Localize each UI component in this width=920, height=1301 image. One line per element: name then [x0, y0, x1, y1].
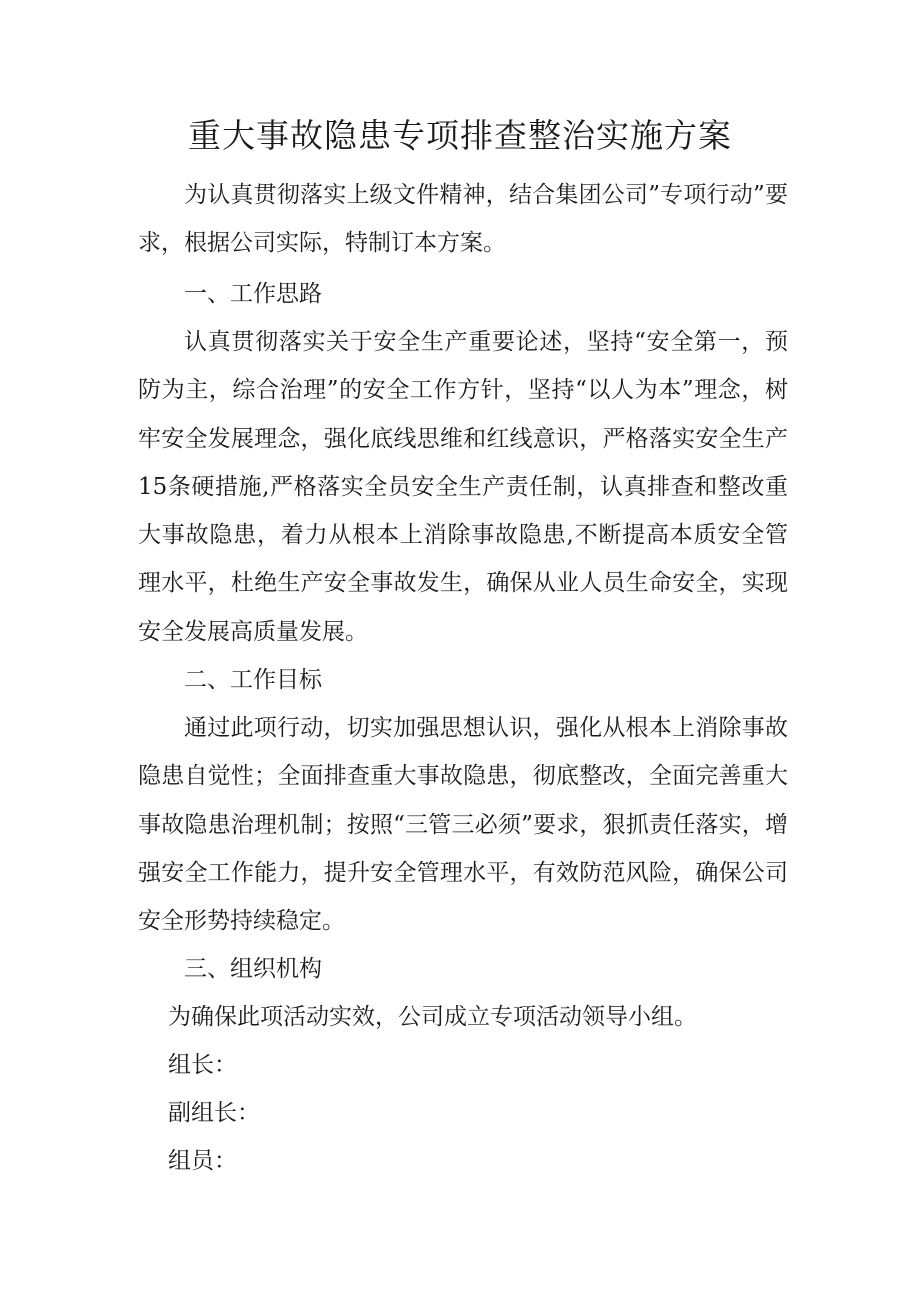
document-title: 重大事故隐患专项排查整治实施方案 [188, 116, 732, 155]
section-heading-2: 二、工作目标 [184, 667, 322, 693]
leader-line: 组长： [168, 1052, 237, 1078]
section-body-1: 认真贯彻落实关于安全生产重要论述，坚持“安全第一，预防为主，综合治理”的安全工作方针，坚持“以人为本”理念，树牢安全发展理念，强化底线思维和红线意识，严格落实安全生产15条硬措施,严格落实全员安全生产责任制，认真排查和整改重大事故隐患，着力从根本上消除事故隐患,不断提高本质安全管理水平，杜绝生产安全事故发生，确保从业人员生命安全，实现安全发展高质量发展。 [138, 329, 788, 645]
section-body-2: 通过此项行动，切实加强思想认识，强化从根本上消除事故隐患自觉性；全面排查重大事故隐患，彻底整改，全面完善重大事故隐患治理机制；按照“三管三必须”要求，狠抓责任落实，增强安全工作能力，提升安全管理水平，有效防范风险，确保公司安全形势持续稳定。 [138, 715, 788, 935]
members-line: 组员： [168, 1148, 237, 1174]
section-body-3: 为确保此项活动实效，公司成立专项活动领导小组。 [168, 1004, 697, 1030]
deputy-leader-line: 副组长： [168, 1100, 260, 1126]
section-heading-1: 一、工作思路 [184, 281, 322, 307]
section-heading-3: 三、组织机构 [184, 956, 322, 982]
intro-paragraph: 为认真贯彻落实上级文件精神，结合集团公司”专项行动”要求，根据公司实际，特制订本方案。 [138, 182, 788, 257]
